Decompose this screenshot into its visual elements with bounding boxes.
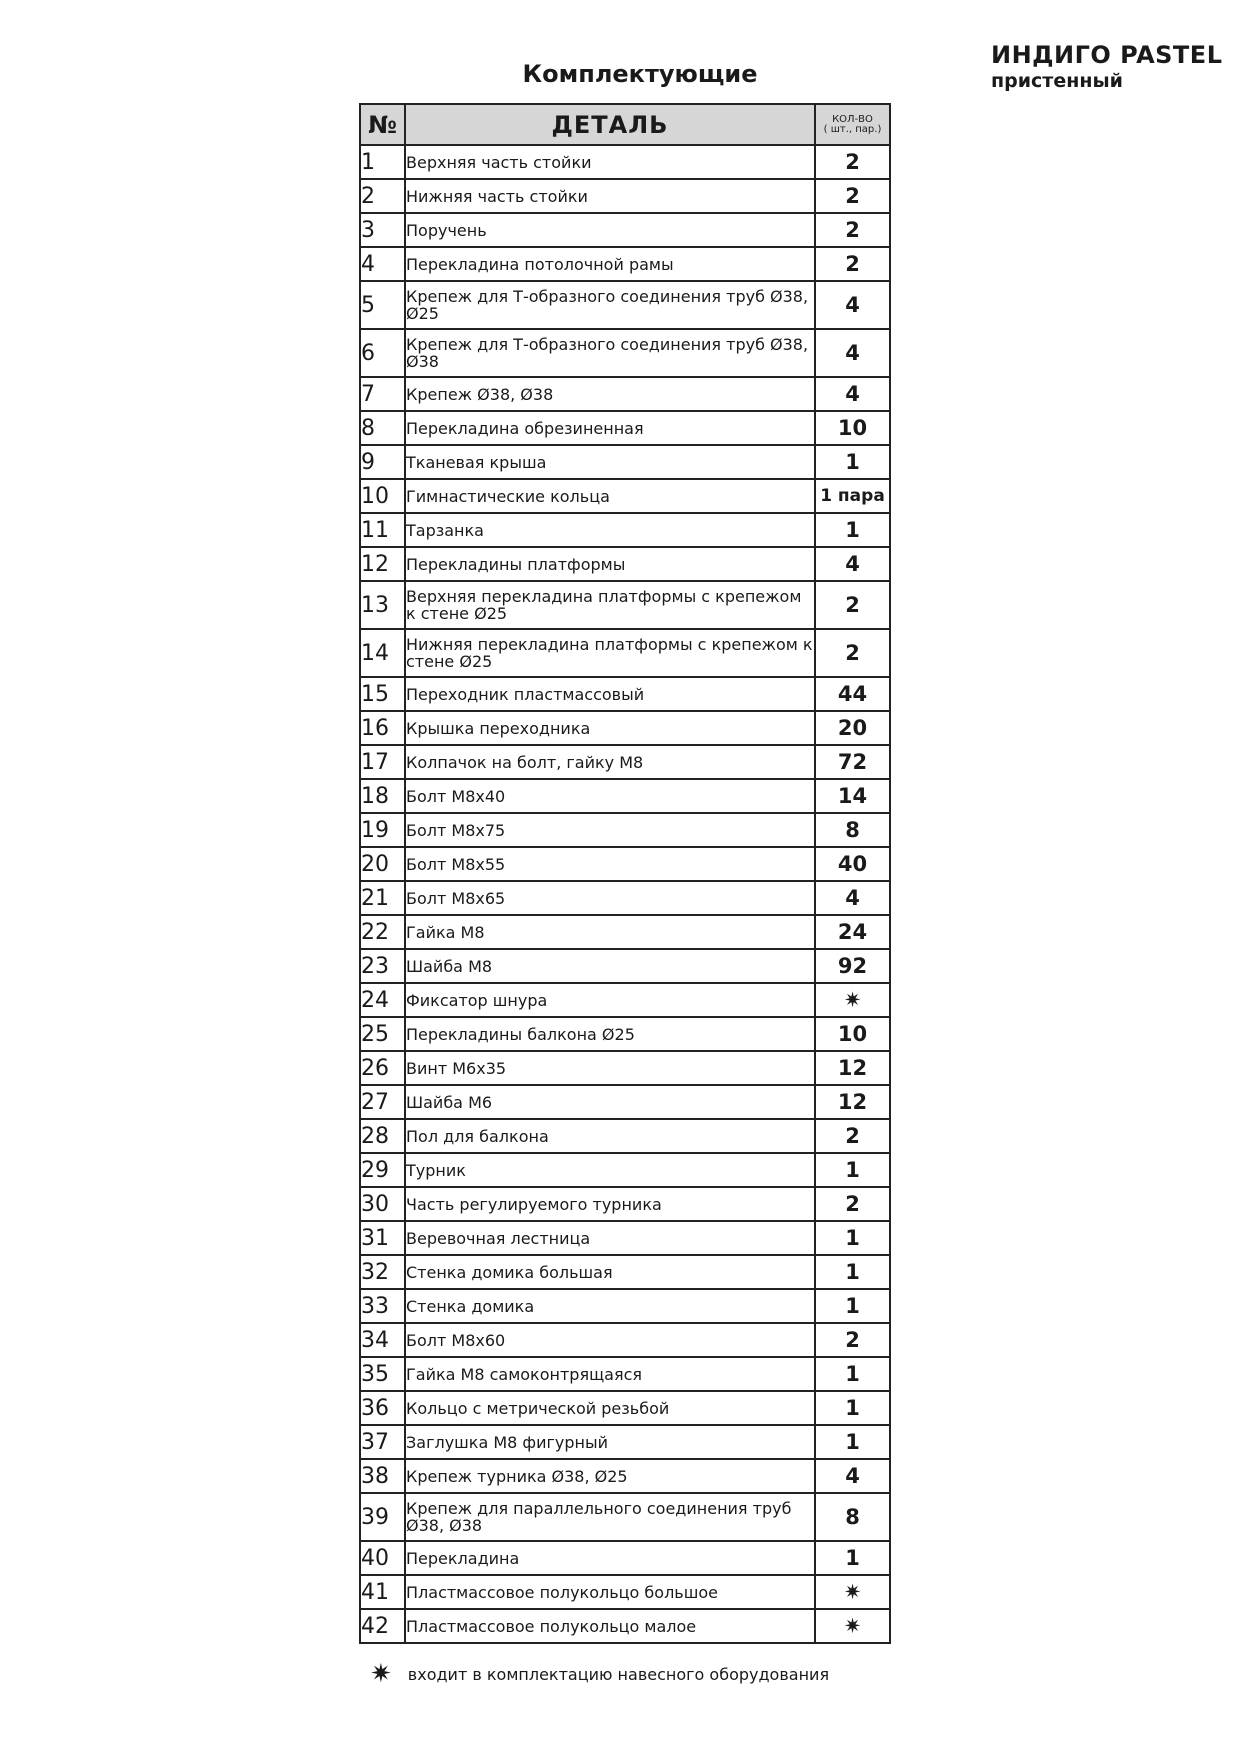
table-row bbox=[360, 847, 890, 881]
row-number: 12 bbox=[360, 547, 405, 581]
part-name: Верхняя перекладина платформы с крепежом к стене Ø25 bbox=[405, 581, 815, 629]
row-number: 34 bbox=[360, 1323, 405, 1357]
row-number: 28 bbox=[360, 1119, 405, 1153]
part-name: Крепеж Ø38, Ø38 bbox=[405, 377, 815, 411]
row-number: 40 bbox=[360, 1541, 405, 1575]
part-name: Нижняя часть стойки bbox=[405, 179, 815, 213]
part-quantity: 20 bbox=[815, 711, 890, 745]
part-name: Гайка М8 самоконтрящаяся bbox=[405, 1357, 815, 1391]
part-quantity: 40 bbox=[815, 847, 890, 881]
part-quantity: 4 bbox=[815, 547, 890, 581]
row-number: 22 bbox=[360, 915, 405, 949]
table-row bbox=[360, 281, 890, 329]
part-quantity: 2 bbox=[815, 629, 890, 677]
part-quantity: 2 bbox=[815, 581, 890, 629]
part-quantity: 1 bbox=[815, 513, 890, 547]
header-quantity-line1: КОЛ-ВО bbox=[832, 113, 873, 125]
part-name: Верхняя часть стойки bbox=[405, 145, 815, 179]
row-number: 26 bbox=[360, 1051, 405, 1085]
row-number: 35 bbox=[360, 1357, 405, 1391]
legend-text: входит в комплектацию навесного оборудования bbox=[407, 1664, 830, 1684]
row-number: 11 bbox=[360, 513, 405, 547]
row-number: 21 bbox=[360, 881, 405, 915]
page-title: Комплектующие bbox=[522, 60, 758, 88]
brand-name: ИНДИГО PASTEL bbox=[991, 41, 1223, 69]
part-quantity: 10 bbox=[815, 411, 890, 445]
table-row bbox=[360, 1255, 890, 1289]
table-row bbox=[360, 1357, 890, 1391]
part-quantity: 4 bbox=[815, 881, 890, 915]
part-quantity: 2 bbox=[815, 145, 890, 179]
table-row bbox=[360, 1541, 890, 1575]
part-quantity: 92 bbox=[815, 949, 890, 983]
part-name: Перекладина bbox=[405, 1541, 815, 1575]
row-number: 1 bbox=[360, 145, 405, 179]
row-number: 8 bbox=[360, 411, 405, 445]
part-quantity: 1 bbox=[815, 445, 890, 479]
row-number: 14 bbox=[360, 629, 405, 677]
part-quantity: ✷ bbox=[815, 983, 890, 1017]
part-name: Пол для балкона bbox=[405, 1119, 815, 1153]
part-name: Болт М8х75 bbox=[405, 813, 815, 847]
row-number: 42 bbox=[360, 1609, 405, 1643]
part-name: Крепеж для Т-образного соединения труб Ø38, Ø38 bbox=[405, 329, 815, 377]
part-name: Перекладина обрезиненная bbox=[405, 411, 815, 445]
table-row bbox=[360, 329, 890, 377]
part-name: Тканевая крыша bbox=[405, 445, 815, 479]
part-name: Шайба М6 bbox=[405, 1085, 815, 1119]
part-name: Пластмассовое полукольцо малое bbox=[405, 1609, 815, 1643]
part-name: Гайка М8 bbox=[405, 915, 815, 949]
table-header-row bbox=[360, 104, 890, 145]
table-row bbox=[360, 629, 890, 677]
table-row bbox=[360, 377, 890, 411]
part-quantity: 1 bbox=[815, 1357, 890, 1391]
table-row bbox=[360, 1119, 890, 1153]
table-row bbox=[360, 949, 890, 983]
row-number: 4 bbox=[360, 247, 405, 281]
row-number: 17 bbox=[360, 745, 405, 779]
part-quantity: 2 bbox=[815, 179, 890, 213]
row-number: 25 bbox=[360, 1017, 405, 1051]
part-quantity: 4 bbox=[815, 1459, 890, 1493]
table-row bbox=[360, 581, 890, 629]
parts-table bbox=[359, 103, 891, 1644]
part-quantity: 72 bbox=[815, 745, 890, 779]
row-number: 5 bbox=[360, 281, 405, 329]
brand-subtitle: пристенный bbox=[991, 70, 1123, 92]
row-number: 31 bbox=[360, 1221, 405, 1255]
part-name: Болт М8х55 bbox=[405, 847, 815, 881]
table-row bbox=[360, 445, 890, 479]
table-row bbox=[360, 1391, 890, 1425]
table-row bbox=[360, 915, 890, 949]
table-row bbox=[360, 711, 890, 745]
part-name: Болт М8х60 bbox=[405, 1323, 815, 1357]
row-number: 39 bbox=[360, 1493, 405, 1541]
row-number: 6 bbox=[360, 329, 405, 377]
part-name: Винт М6х35 bbox=[405, 1051, 815, 1085]
part-name: Пластмассовое полукольцо большое bbox=[405, 1575, 815, 1609]
part-name: Поручень bbox=[405, 213, 815, 247]
part-quantity: 1 bbox=[815, 1221, 890, 1255]
part-quantity: 1 bbox=[815, 1255, 890, 1289]
table-row bbox=[360, 247, 890, 281]
part-name: Стенка домика bbox=[405, 1289, 815, 1323]
part-name: Крепеж для Т-образного соединения труб Ø38, Ø25 bbox=[405, 281, 815, 329]
table-row bbox=[360, 1221, 890, 1255]
part-name: Фиксатор шнура bbox=[405, 983, 815, 1017]
table-row bbox=[360, 745, 890, 779]
part-quantity: 12 bbox=[815, 1051, 890, 1085]
row-number: 37 bbox=[360, 1425, 405, 1459]
table-row bbox=[360, 513, 890, 547]
header-quantity-line2: ( шт., пар.) bbox=[823, 123, 882, 135]
brand-block bbox=[991, 40, 1223, 92]
row-number: 19 bbox=[360, 813, 405, 847]
part-quantity: 4 bbox=[815, 281, 890, 329]
row-number: 41 bbox=[360, 1575, 405, 1609]
row-number: 16 bbox=[360, 711, 405, 745]
part-name: Веревочная лестница bbox=[405, 1221, 815, 1255]
part-quantity: 8 bbox=[815, 1493, 890, 1541]
row-number: 2 bbox=[360, 179, 405, 213]
part-quantity: 2 bbox=[815, 247, 890, 281]
row-number: 36 bbox=[360, 1391, 405, 1425]
part-quantity: 4 bbox=[815, 329, 890, 377]
part-name: Заглушка М8 фигурный bbox=[405, 1425, 815, 1459]
part-quantity: 10 bbox=[815, 1017, 890, 1051]
table-row bbox=[360, 1051, 890, 1085]
table-row bbox=[360, 983, 890, 1017]
part-name: Крышка переходника bbox=[405, 711, 815, 745]
part-name: Болт М8х40 bbox=[405, 779, 815, 813]
part-name: Тарзанка bbox=[405, 513, 815, 547]
part-quantity: 1 bbox=[815, 1289, 890, 1323]
table-row bbox=[360, 1289, 890, 1323]
row-number: 33 bbox=[360, 1289, 405, 1323]
header-quantity bbox=[815, 104, 890, 145]
table-row bbox=[360, 479, 890, 513]
legend bbox=[370, 1659, 830, 1689]
table-row bbox=[360, 179, 890, 213]
row-number: 9 bbox=[360, 445, 405, 479]
table-row bbox=[360, 1187, 890, 1221]
part-quantity: 2 bbox=[815, 1323, 890, 1357]
part-name: Крепеж турника Ø38, Ø25 bbox=[405, 1459, 815, 1493]
row-number: 20 bbox=[360, 847, 405, 881]
table-row bbox=[360, 677, 890, 711]
part-name: Кольцо с метрической резьбой bbox=[405, 1391, 815, 1425]
row-number: 15 bbox=[360, 677, 405, 711]
part-name: Нижняя перекладина платформы с крепежом к стене Ø25 bbox=[405, 629, 815, 677]
row-number: 27 bbox=[360, 1085, 405, 1119]
table-row bbox=[360, 1323, 890, 1357]
part-name: Шайба М8 bbox=[405, 949, 815, 983]
part-quantity: 14 bbox=[815, 779, 890, 813]
part-name: Болт М8х65 bbox=[405, 881, 815, 915]
part-quantity: ✷ bbox=[815, 1575, 890, 1609]
part-name: Перекладины балкона Ø25 bbox=[405, 1017, 815, 1051]
table-row bbox=[360, 1459, 890, 1493]
row-number: 30 bbox=[360, 1187, 405, 1221]
table-row bbox=[360, 1425, 890, 1459]
row-number: 7 bbox=[360, 377, 405, 411]
part-name: Крепеж для параллельного соединения труб Ø38, Ø38 bbox=[405, 1493, 815, 1541]
table-row bbox=[360, 813, 890, 847]
part-name: Колпачок на болт, гайку М8 bbox=[405, 745, 815, 779]
part-quantity: ✷ bbox=[815, 1609, 890, 1643]
header-part: ДЕТАЛЬ bbox=[405, 104, 815, 145]
row-number: 29 bbox=[360, 1153, 405, 1187]
table-row bbox=[360, 411, 890, 445]
part-quantity: 8 bbox=[815, 813, 890, 847]
row-number: 24 bbox=[360, 983, 405, 1017]
table-row bbox=[360, 1575, 890, 1609]
part-quantity: 24 bbox=[815, 915, 890, 949]
table-row bbox=[360, 213, 890, 247]
table-row bbox=[360, 1609, 890, 1643]
part-name: Часть регулируемого турника bbox=[405, 1187, 815, 1221]
part-quantity: 2 bbox=[815, 1187, 890, 1221]
table-row bbox=[360, 547, 890, 581]
part-quantity: 12 bbox=[815, 1085, 890, 1119]
part-name: Перекладины платформы bbox=[405, 547, 815, 581]
row-number: 32 bbox=[360, 1255, 405, 1289]
row-number: 38 bbox=[360, 1459, 405, 1493]
part-name: Турник bbox=[405, 1153, 815, 1187]
part-name: Стенка домика большая bbox=[405, 1255, 815, 1289]
part-quantity: 1 bbox=[815, 1391, 890, 1425]
part-quantity: 2 bbox=[815, 213, 890, 247]
table-row bbox=[360, 881, 890, 915]
table-row bbox=[360, 1085, 890, 1119]
part-quantity: 4 bbox=[815, 377, 890, 411]
part-quantity: 1 bbox=[815, 1153, 890, 1187]
table-row bbox=[360, 1017, 890, 1051]
row-number: 3 bbox=[360, 213, 405, 247]
part-name: Гимнастические кольца bbox=[405, 479, 815, 513]
part-quantity: 1 bbox=[815, 1541, 890, 1575]
part-quantity: 44 bbox=[815, 677, 890, 711]
table-row bbox=[360, 145, 890, 179]
table-row bbox=[360, 779, 890, 813]
table-row bbox=[360, 1493, 890, 1541]
asterisk-icon: ✷ bbox=[370, 1659, 392, 1689]
table-row bbox=[360, 1153, 890, 1187]
part-quantity: 1 пара bbox=[815, 479, 890, 513]
part-name: Перекладина потолочной рамы bbox=[405, 247, 815, 281]
row-number: 18 bbox=[360, 779, 405, 813]
row-number: 13 bbox=[360, 581, 405, 629]
row-number: 10 bbox=[360, 479, 405, 513]
part-quantity: 2 bbox=[815, 1119, 890, 1153]
header-number: № bbox=[360, 104, 405, 145]
row-number: 23 bbox=[360, 949, 405, 983]
part-name: Переходник пластмассовый bbox=[405, 677, 815, 711]
part-quantity: 1 bbox=[815, 1425, 890, 1459]
